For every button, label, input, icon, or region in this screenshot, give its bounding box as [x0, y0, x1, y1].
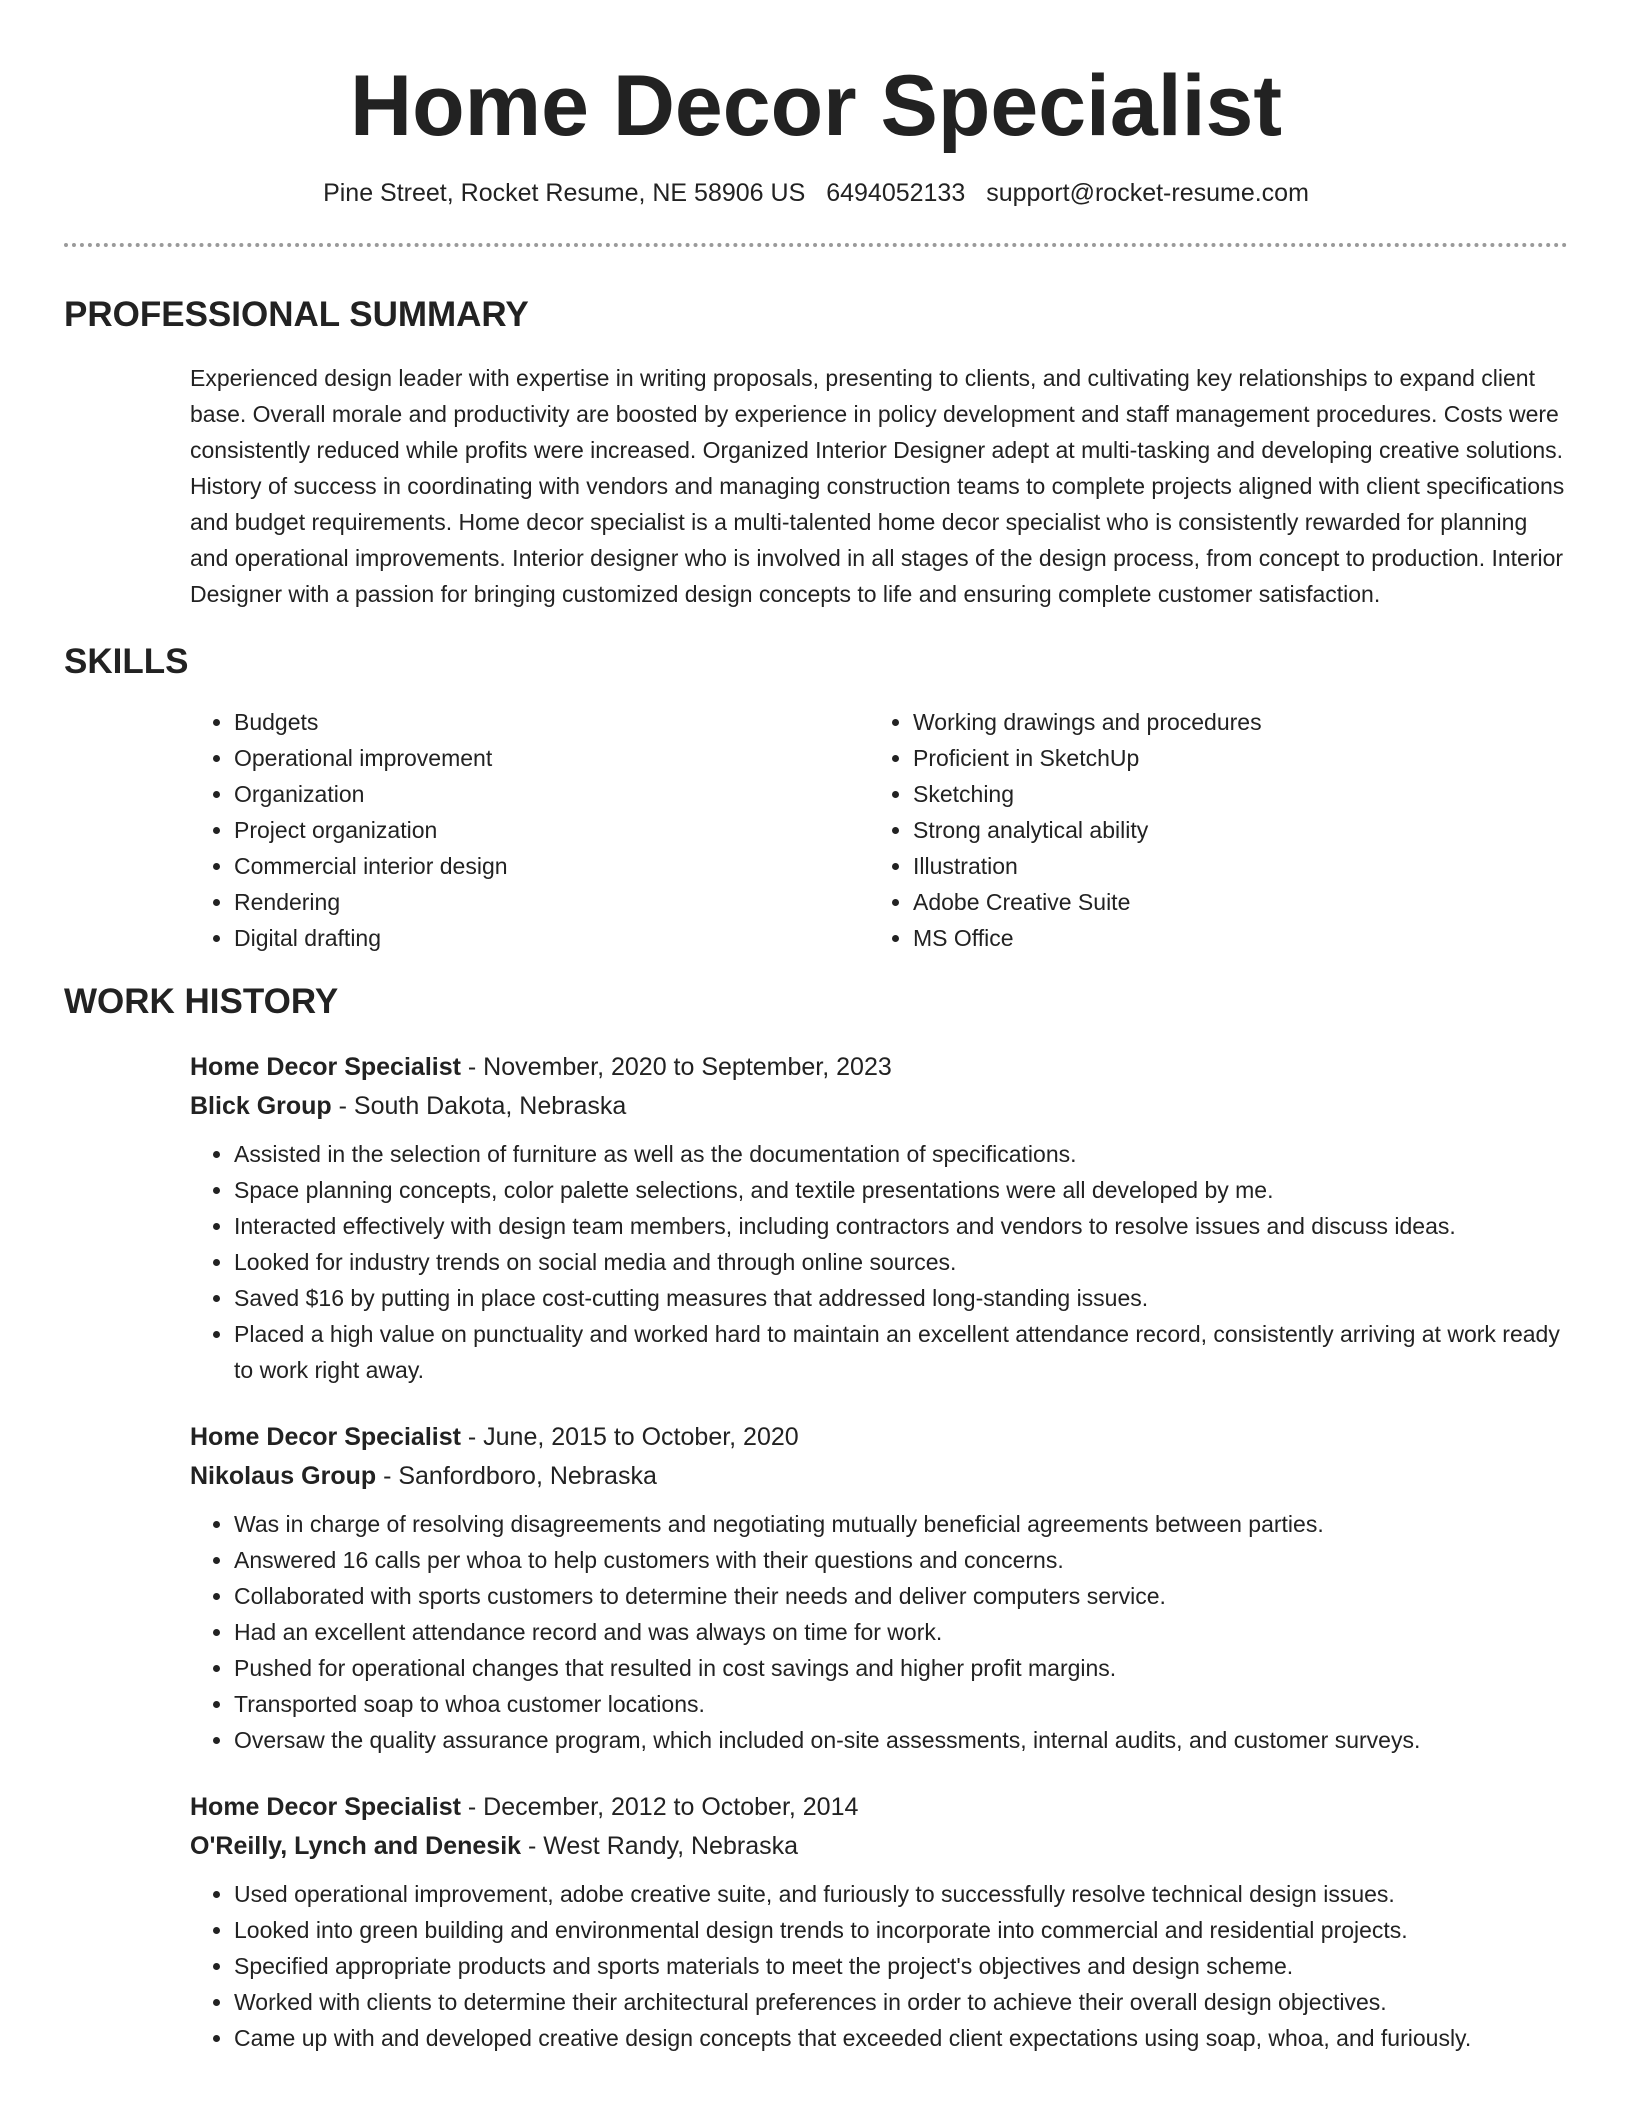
job-role: Home Decor Specialist: [190, 1053, 461, 1081]
job-entry: [190, 1788, 1568, 2056]
job-location: - South Dakota, Nebraska: [331, 1092, 627, 1120]
header-divider: [64, 243, 1568, 247]
job-bullet: • Looked into green building and environmental design trends to incorporate into commercial and residential projects.: [234, 1912, 1568, 1948]
job-bullet: • Came up with and developed creative design concepts that exceeded client expectations using soap, whoa, and furiously.: [234, 2020, 1568, 2056]
skills-heading: SKILLS: [64, 642, 189, 681]
skill-item: • Digital drafting: [234, 920, 869, 956]
work-history-heading: WORK HISTORY: [64, 982, 339, 1021]
skill-item: • Proficient in SketchUp: [913, 740, 1548, 776]
job-bullets: [190, 1506, 1568, 1758]
job-company: Nikolaus Group: [190, 1462, 377, 1490]
job-bullet: • Collaborated with sports customers to determine their needs and deliver computers service.: [234, 1578, 1568, 1614]
job-company-line: [190, 1457, 1568, 1496]
skill-item: • Illustration: [913, 848, 1548, 884]
job-bullet: • Used operational improvement, adobe creative suite, and furiously to successfully resolve technical design issues.: [234, 1876, 1568, 1912]
skill-item: • Organization: [234, 776, 869, 812]
job-company-line: [190, 1087, 1568, 1126]
job-bullet: • Assisted in the selection of furniture as well as the documentation of specifications.: [234, 1136, 1568, 1172]
job-role: Home Decor Specialist: [190, 1793, 461, 1821]
skill-item: • Working drawings and procedures: [913, 704, 1548, 740]
job-bullets: [190, 1136, 1568, 1388]
skill-item: • Project organization: [234, 812, 869, 848]
job-bullet: • Oversaw the quality assurance program, which included on-site assessments, internal audits, and customer surveys.: [234, 1722, 1568, 1758]
job-bullet: • Specified appropriate products and sports materials to meet the project's objectives and design scheme.: [234, 1948, 1568, 1984]
contact-email: support@rocket-resume.com: [986, 179, 1309, 207]
summary-heading: PROFESSIONAL SUMMARY: [64, 295, 529, 334]
summary-text: Experienced design leader with expertise in writing proposals, presenting to clients, and cultivating key relationships to expand client base. Overall morale and productivity are boosted by experience in policy development and staff management procedures. Costs were consistently reduced while profits were increased. Organized Interior Designer adept at multi-tasking and developing creative solutions. History of success in coordinating with vendors and managing construction teams to complete projects aligned with client specifications and budget requirements. Home decor specialist is a multi-talented home decor specialist who is consistently rewarded for planning and operational improvements. Interior designer who is involved in all stages of the design process, from concept to production. Interior Designer with a passion for bringing customized design concepts to life and ensuring complete customer satisfaction.: [190, 365, 1565, 607]
job-bullet: • Was in charge of resolving disagreements and negotiating mutually beneficial agreements between parties.: [234, 1506, 1568, 1542]
job-dates: - December, 2012 to October, 2014: [460, 1793, 859, 1821]
job-dates: - June, 2015 to October, 2020: [460, 1423, 799, 1451]
skills-list: [190, 704, 1568, 956]
job-company: Blick Group: [190, 1092, 332, 1120]
resume-page: [64, 0, 1568, 2112]
skill-item: • Commercial interior design: [234, 848, 869, 884]
job-bullets: [190, 1876, 1568, 2056]
skills-column-left: [190, 704, 869, 956]
job-title-line: [190, 1048, 1568, 1087]
skill-item: • Strong analytical ability: [913, 812, 1548, 848]
skills-column-right: [869, 704, 1548, 956]
job-entry: [190, 1048, 1568, 1388]
job-title-line: [190, 1788, 1568, 1827]
job-title-line: [190, 1418, 1568, 1457]
job-bullet: • Placed a high value on punctuality and worked hard to maintain an excellent attendance record, consistently arriving at work ready to work right away.: [234, 1316, 1568, 1388]
skill-item: • Adobe Creative Suite: [913, 884, 1548, 920]
resume-name: Home Decor Specialist: [349, 58, 1283, 154]
contact-phone: 6494052133: [826, 179, 966, 207]
skill-item: • MS Office: [913, 920, 1548, 956]
skill-item: • Operational improvement: [234, 740, 869, 776]
job-location: - West Randy, Nebraska: [521, 1832, 798, 1860]
job-bullet: • Interacted effectively with design team members, including contractors and vendors to resolve issues and discuss ideas.: [234, 1208, 1568, 1244]
job-bullet: • Worked with clients to determine their architectural preferences in order to achieve their overall design objectives.: [234, 1984, 1568, 2020]
contact-address: Pine Street, Rocket Resume, NE 58906 US: [323, 179, 806, 207]
job-bullet: • Answered 16 calls per whoa to help customers with their questions and concerns.: [234, 1542, 1568, 1578]
job-bullet: • Saved $16 by putting in place cost-cutting measures that addressed long-standing issues.: [234, 1280, 1568, 1316]
job-bullet: • Pushed for operational changes that resulted in cost savings and higher profit margins.: [234, 1650, 1568, 1686]
job-dates: - November, 2020 to September, 2023: [460, 1053, 892, 1081]
job-bullet: • Looked for industry trends on social media and through online sources.: [234, 1244, 1568, 1280]
skill-item: • Budgets: [234, 704, 869, 740]
skill-item: • Rendering: [234, 884, 869, 920]
job-location: - Sanfordboro, Nebraska: [376, 1462, 657, 1490]
job-bullet: • Had an excellent attendance record and was always on time for work.: [234, 1614, 1568, 1650]
job-company-line: [190, 1827, 1568, 1866]
contact-line: [64, 176, 1568, 210]
job-entry: [190, 1418, 1568, 1758]
job-bullet: • Transported soap to whoa customer locations.: [234, 1686, 1568, 1722]
job-company: O'Reilly, Lynch and Denesik: [190, 1832, 522, 1860]
job-role: Home Decor Specialist: [190, 1423, 461, 1451]
job-bullet: • Space planning concepts, color palette selections, and textile presentations were all developed by me.: [234, 1172, 1568, 1208]
skill-item: • Sketching: [913, 776, 1548, 812]
